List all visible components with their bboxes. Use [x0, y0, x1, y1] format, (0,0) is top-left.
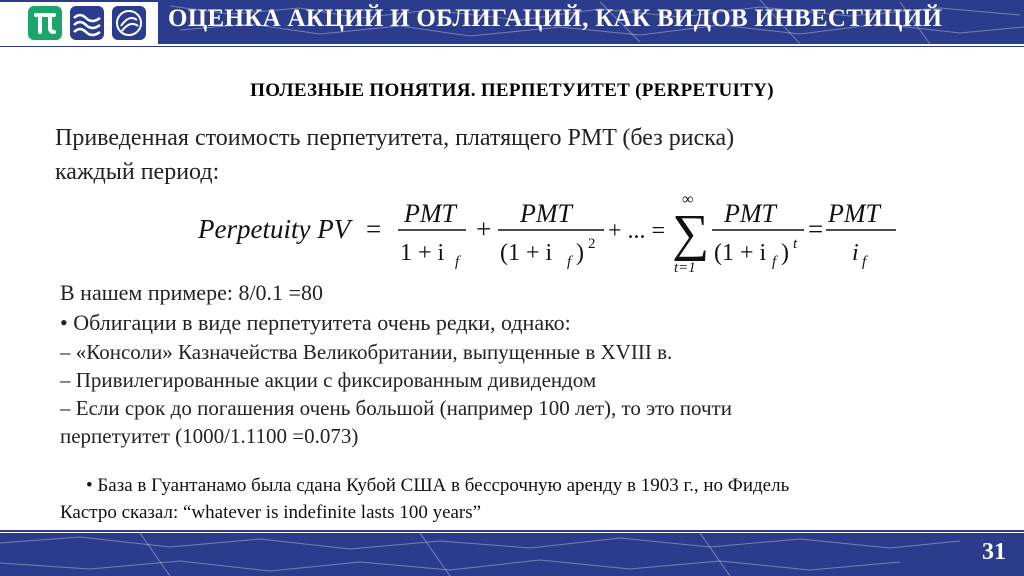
example-line: В нашем примере: 8/0.1 =80	[60, 280, 323, 305]
formula-termt-exp: t	[793, 236, 798, 252]
formula-term2-sub: f	[567, 254, 572, 270]
guantanamo-note	[60, 472, 980, 526]
formula-final-numerator: PMT	[828, 199, 880, 228]
bullet-line: • Облигации в виде перпетуитета очень редки, однако:	[60, 310, 571, 335]
slide-subtitle: ПОЛЕЗНЫЕ ПОНЯТИЯ. ПЕРПЕТУИТЕТ (PERPETUITY)	[250, 80, 774, 101]
pi-logo-icon	[28, 6, 62, 40]
header-title: ОЦЕНКА АКЦИЙ И ОБЛИГАЦИЙ, КАК ВИДОВ ИНВЕСТИЦИЙ	[168, 5, 943, 32]
footer-bar	[0, 533, 1024, 576]
formula-termt-numerator: PMT	[724, 199, 776, 228]
intro-text	[55, 121, 955, 189]
dash-item-long-maturity: – Если срок до погашения очень большой (например 100 лет), то это почти	[60, 396, 732, 420]
body-text	[60, 278, 980, 450]
formula-term2-denominator: (1 + i	[500, 240, 553, 266]
formula-eq-2: =	[808, 214, 824, 244]
formula-eq-1: =	[366, 214, 382, 244]
formula-sigma: ∑	[672, 205, 710, 262]
formula-sum-upper: ∞	[682, 191, 694, 208]
footer-divider	[0, 530, 1024, 532]
formula-final-sub: f	[862, 254, 867, 270]
formula-sum-lower: t=1	[674, 260, 696, 276]
formula-term2-close: )	[576, 240, 584, 266]
intro-line-2: каждый период:	[55, 159, 220, 185]
formula-ellipsis: + ... =	[608, 218, 666, 244]
formula-term1-denominator: 1 + i	[400, 240, 445, 266]
page-number: 31	[982, 539, 1006, 565]
footer-pattern	[0, 533, 1024, 576]
formula-termt-denominator: (1 + i	[714, 240, 767, 266]
logo-group	[0, 2, 158, 44]
intro-line-1: Приведенная стоимость перпетуитета, платящего PMT (без риска)	[55, 125, 735, 151]
dash-item-consoles: – «Консоли» Казначейства Великобритании, выпущенные в XVIII в.	[60, 340, 673, 364]
formula-term2-exp: 2	[588, 236, 596, 252]
header-divider-line	[0, 46, 1024, 47]
formula-term1-sub: f	[455, 254, 460, 270]
perpetuity-formula	[0, 190, 1024, 278]
formula-plus-1: +	[476, 214, 492, 244]
waves-logo-icon	[70, 6, 104, 40]
dash-item-long-maturity-cont: перпетуитет (1000/1.1100 =0.073)	[60, 424, 359, 448]
dash-item-preferred: – Привилегированные акции с фиксированным дивидендом	[60, 368, 597, 392]
note-line-1: • База в Гуантанамо была сдана Кубой США в бессрочную аренду в 1903 г., но Фидель	[86, 475, 790, 496]
emblem-logo-icon	[112, 6, 146, 40]
formula-final-denominator: i	[852, 240, 859, 266]
formula-termt-sub: f	[772, 254, 777, 270]
formula-lhs: Perpetuity PV	[198, 214, 351, 244]
formula-term2-numerator: PMT	[520, 199, 572, 228]
note-line-2: Кастро сказал: “whatever is indefinite lasts 100 years”	[60, 502, 482, 523]
formula-termt-close: )	[781, 240, 789, 266]
formula-term1-numerator: PMT	[404, 199, 456, 228]
